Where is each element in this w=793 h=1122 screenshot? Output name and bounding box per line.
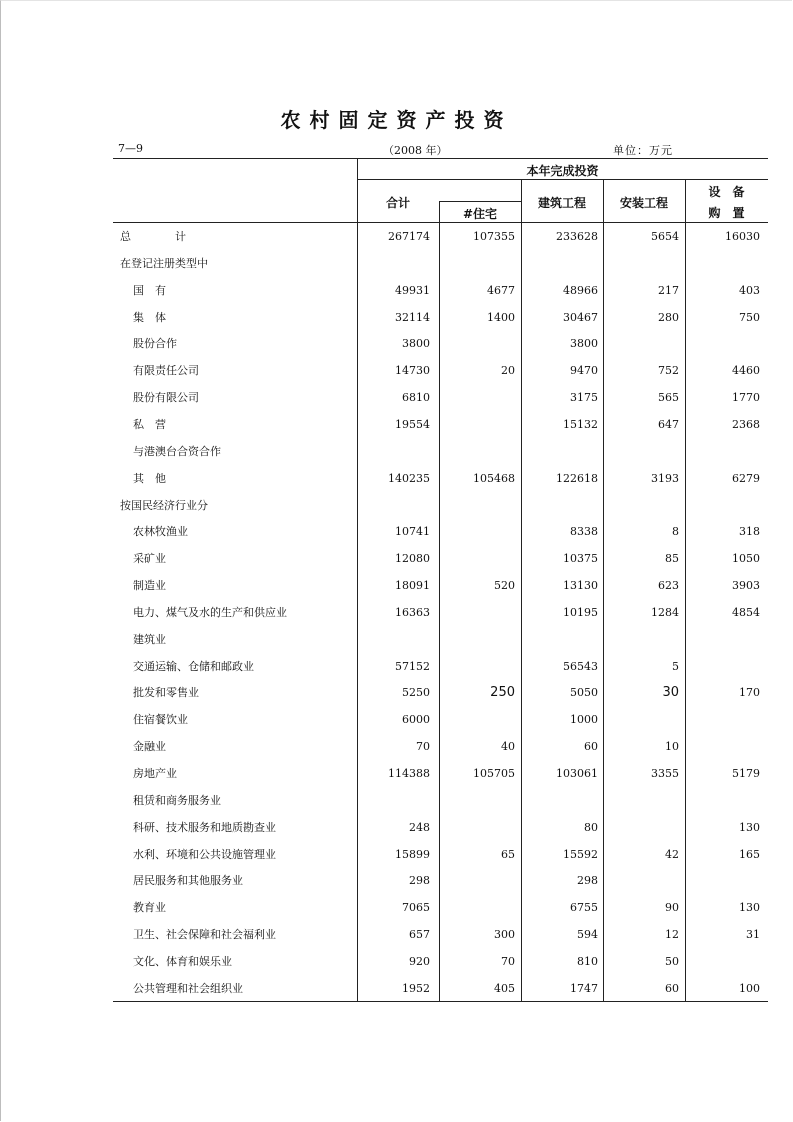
cell-c1: 14730 — [395, 364, 430, 378]
header-group-rule — [357, 179, 768, 180]
cell-c4: 5654 — [651, 230, 679, 243]
row-label: 私 营 — [133, 417, 166, 431]
cell-c2: 107355 — [473, 230, 515, 243]
cell-c5: 5179 — [732, 767, 760, 780]
row-label: 金融业 — [133, 740, 166, 754]
row-label: 交通运输、仓储和邮政业 — [133, 659, 254, 673]
row-label: 股份有限公司 — [133, 391, 199, 405]
table-row — [0, 411, 793, 438]
table-row — [0, 384, 793, 411]
cell-c4: 12 — [665, 928, 679, 942]
cell-c3: 1000 — [570, 713, 598, 727]
cell-c3: 810 — [577, 954, 598, 968]
row-label: 与港澳台合资合作 — [133, 444, 221, 458]
cell-c4: 8 — [672, 525, 679, 539]
cell-c3: 56543 — [563, 659, 598, 673]
table-row — [0, 733, 793, 760]
cell-c3: 13130 — [563, 579, 598, 593]
row-label: 科研、技术服务和地质勘查业 — [133, 820, 276, 834]
cell-c4: 10 — [665, 740, 679, 754]
cell-c3: 30467 — [563, 310, 598, 324]
cell-c5: 403 — [739, 283, 760, 297]
table-unit: 单位：万元 — [613, 144, 673, 157]
cell-c1: 1952 — [402, 981, 430, 995]
cell-c4: 1284 — [651, 605, 679, 619]
row-label: 采矿业 — [133, 552, 166, 566]
cell-c1: 18091 — [395, 579, 430, 593]
cell-c3: 1747 — [570, 981, 598, 995]
header-building: 建筑工程 — [537, 196, 586, 210]
cell-c4: 565 — [658, 391, 679, 405]
cell-c4: 217 — [658, 283, 679, 297]
cell-c3: 9470 — [570, 364, 598, 378]
table-row — [0, 438, 793, 465]
table-row — [0, 706, 793, 733]
header-total: 合计 — [385, 196, 410, 210]
table-row — [0, 465, 793, 492]
cell-c2: 520 — [494, 579, 515, 593]
cell-c1: 3800 — [402, 337, 430, 351]
cell-c4: 623 — [658, 579, 679, 593]
cell-c5: 3903 — [732, 579, 760, 593]
row-label: 文化、体育和娱乐业 — [133, 954, 232, 968]
cell-c5: 130 — [739, 901, 760, 915]
header-group-label: 本年完成投资 — [526, 164, 599, 178]
cell-c1: 6000 — [402, 713, 430, 727]
row-label: 卫生、社会保障和社会福利业 — [133, 928, 276, 942]
table-row — [0, 841, 793, 868]
row-label: 国 有 — [133, 283, 166, 297]
cell-c4: 280 — [658, 310, 679, 324]
row-label: 集 体 — [133, 310, 166, 324]
cell-c1: 657 — [409, 928, 430, 942]
row-label: 水利、环境和公共设施管理业 — [133, 847, 276, 861]
row-label: 居民服务和其他服务业 — [133, 874, 243, 888]
cell-c1: 12080 — [395, 552, 430, 566]
table-row — [0, 867, 793, 894]
cell-c4: 60 — [665, 981, 679, 995]
cell-c3: 15132 — [563, 417, 598, 431]
page-title: 农村固定资产投资 — [280, 108, 513, 132]
cell-c1: 70 — [416, 740, 430, 754]
table-row — [0, 653, 793, 680]
table-row — [0, 679, 793, 706]
table-row — [0, 921, 793, 948]
table-row — [0, 572, 793, 599]
cell-c3: 3175 — [570, 391, 598, 405]
cell-c3: 298 — [577, 874, 598, 888]
cell-c4: 30 — [662, 685, 679, 701]
cell-c4: 5 — [672, 659, 679, 673]
cell-c2: 65 — [501, 847, 515, 861]
cell-c3: 60 — [584, 740, 598, 754]
table-row — [0, 330, 793, 357]
cell-c1: 32114 — [395, 310, 430, 324]
row-label: 批发和零售业 — [133, 686, 199, 700]
row-label: 住宿餐饮业 — [133, 713, 188, 727]
table-row — [0, 894, 793, 921]
table-top-rule — [113, 158, 768, 159]
row-label: 房地产业 — [133, 767, 177, 780]
cell-c1: 57152 — [395, 659, 430, 673]
cell-c5: 1770 — [732, 391, 760, 405]
cell-c3: 6755 — [570, 901, 598, 915]
row-label: 按国民经济行业分 — [120, 498, 208, 512]
row-label: 公共管理和社会组织业 — [133, 981, 243, 995]
cell-c1: 19554 — [395, 417, 430, 431]
cell-c1: 15899 — [395, 847, 430, 861]
table-row — [0, 518, 793, 545]
cell-c3: 233628 — [556, 230, 598, 243]
cell-c1: 248 — [409, 820, 430, 834]
cell-c3: 10195 — [563, 605, 598, 619]
header-equipment-line2: 购 置 — [708, 206, 745, 220]
cell-c5: 1050 — [732, 552, 760, 566]
row-label: 建筑业 — [133, 632, 166, 646]
cell-c2: 70 — [501, 954, 515, 968]
cell-c3: 80 — [584, 820, 598, 834]
cell-c3: 5050 — [570, 686, 598, 700]
table-row — [0, 277, 793, 304]
row-label: 总 计 — [120, 230, 186, 243]
cell-c3: 48966 — [563, 283, 598, 297]
cell-c3: 103061 — [556, 767, 598, 780]
cell-c1: 10741 — [395, 525, 430, 539]
table-row — [0, 492, 793, 519]
row-label: 制造业 — [133, 579, 166, 593]
table-row — [0, 357, 793, 384]
cell-c2: 20 — [501, 364, 515, 378]
cell-c4: 90 — [665, 901, 679, 915]
header-housing: #住宅 — [462, 207, 498, 221]
table-row — [0, 787, 793, 814]
cell-c4: 752 — [658, 364, 679, 378]
cell-c3: 8338 — [570, 525, 598, 539]
cell-c5: 170 — [739, 686, 760, 700]
cell-c4: 647 — [658, 417, 679, 431]
table-year: （2008 年） — [383, 144, 448, 157]
table-row — [0, 814, 793, 841]
cell-c1: 140235 — [388, 471, 430, 485]
cell-c1: 114388 — [388, 767, 430, 780]
row-label: 电力、煤气及水的生产和供应业 — [133, 605, 287, 619]
cell-c4: 3355 — [651, 767, 679, 780]
cell-c1: 7065 — [402, 901, 430, 915]
table-row — [0, 250, 793, 277]
row-label: 股份合作 — [133, 337, 177, 351]
cell-c1: 920 — [409, 954, 430, 968]
cell-c3: 3800 — [570, 337, 598, 351]
cell-c5: 130 — [739, 820, 760, 834]
cell-c1: 6810 — [402, 391, 430, 405]
table-row — [0, 223, 793, 250]
cell-c5: 16030 — [725, 230, 760, 243]
cell-c5: 31 — [746, 928, 760, 942]
cell-c4: 42 — [665, 847, 679, 861]
table-row — [0, 760, 793, 787]
table-row — [0, 948, 793, 975]
cell-c1: 267174 — [388, 230, 430, 243]
cell-c2: 250 — [490, 685, 515, 701]
cell-c4: 3193 — [651, 471, 679, 485]
cell-c2: 1400 — [487, 310, 515, 324]
cell-c1: 298 — [409, 874, 430, 888]
cell-c5: 750 — [739, 310, 760, 324]
cell-c1: 16363 — [395, 605, 430, 619]
cell-c5: 4854 — [732, 605, 760, 619]
table-row — [0, 545, 793, 572]
cell-c5: 2368 — [732, 417, 760, 431]
table-row — [0, 304, 793, 331]
cell-c3: 10375 — [563, 552, 598, 566]
cell-c1: 49931 — [395, 283, 430, 297]
cell-c2: 405 — [494, 981, 515, 995]
table-code: 7—9 — [118, 142, 143, 155]
cell-c5: 6279 — [732, 471, 760, 485]
header-equipment-line1: 设 备 — [708, 185, 745, 199]
cell-c2: 4677 — [487, 283, 515, 297]
cell-c4: 85 — [665, 552, 679, 566]
cell-c2: 40 — [501, 740, 515, 754]
table-row — [0, 975, 793, 1002]
cell-c5: 318 — [739, 525, 760, 539]
row-label: 其 他 — [133, 471, 166, 485]
row-label: 有限责任公司 — [133, 364, 199, 378]
cell-c2: 105468 — [473, 471, 515, 485]
header-sub-rule — [439, 201, 521, 202]
row-label: 农林牧渔业 — [133, 525, 188, 539]
cell-c5: 165 — [739, 847, 760, 861]
table-row — [0, 599, 793, 626]
table-row — [0, 626, 793, 653]
cell-c5: 100 — [739, 981, 760, 995]
cell-c3: 122618 — [556, 471, 598, 485]
row-label: 租赁和商务服务业 — [133, 793, 221, 807]
cell-c4: 50 — [665, 954, 679, 968]
cell-c2: 105705 — [473, 767, 515, 780]
row-label: 教育业 — [133, 901, 166, 915]
cell-c5: 4460 — [732, 364, 760, 378]
cell-c3: 594 — [577, 928, 598, 942]
row-label: 在登记注册类型中 — [120, 256, 208, 270]
cell-c2: 300 — [494, 928, 515, 942]
cell-c1: 5250 — [402, 686, 430, 700]
cell-c3: 15592 — [563, 847, 598, 861]
header-install: 安装工程 — [619, 196, 668, 210]
